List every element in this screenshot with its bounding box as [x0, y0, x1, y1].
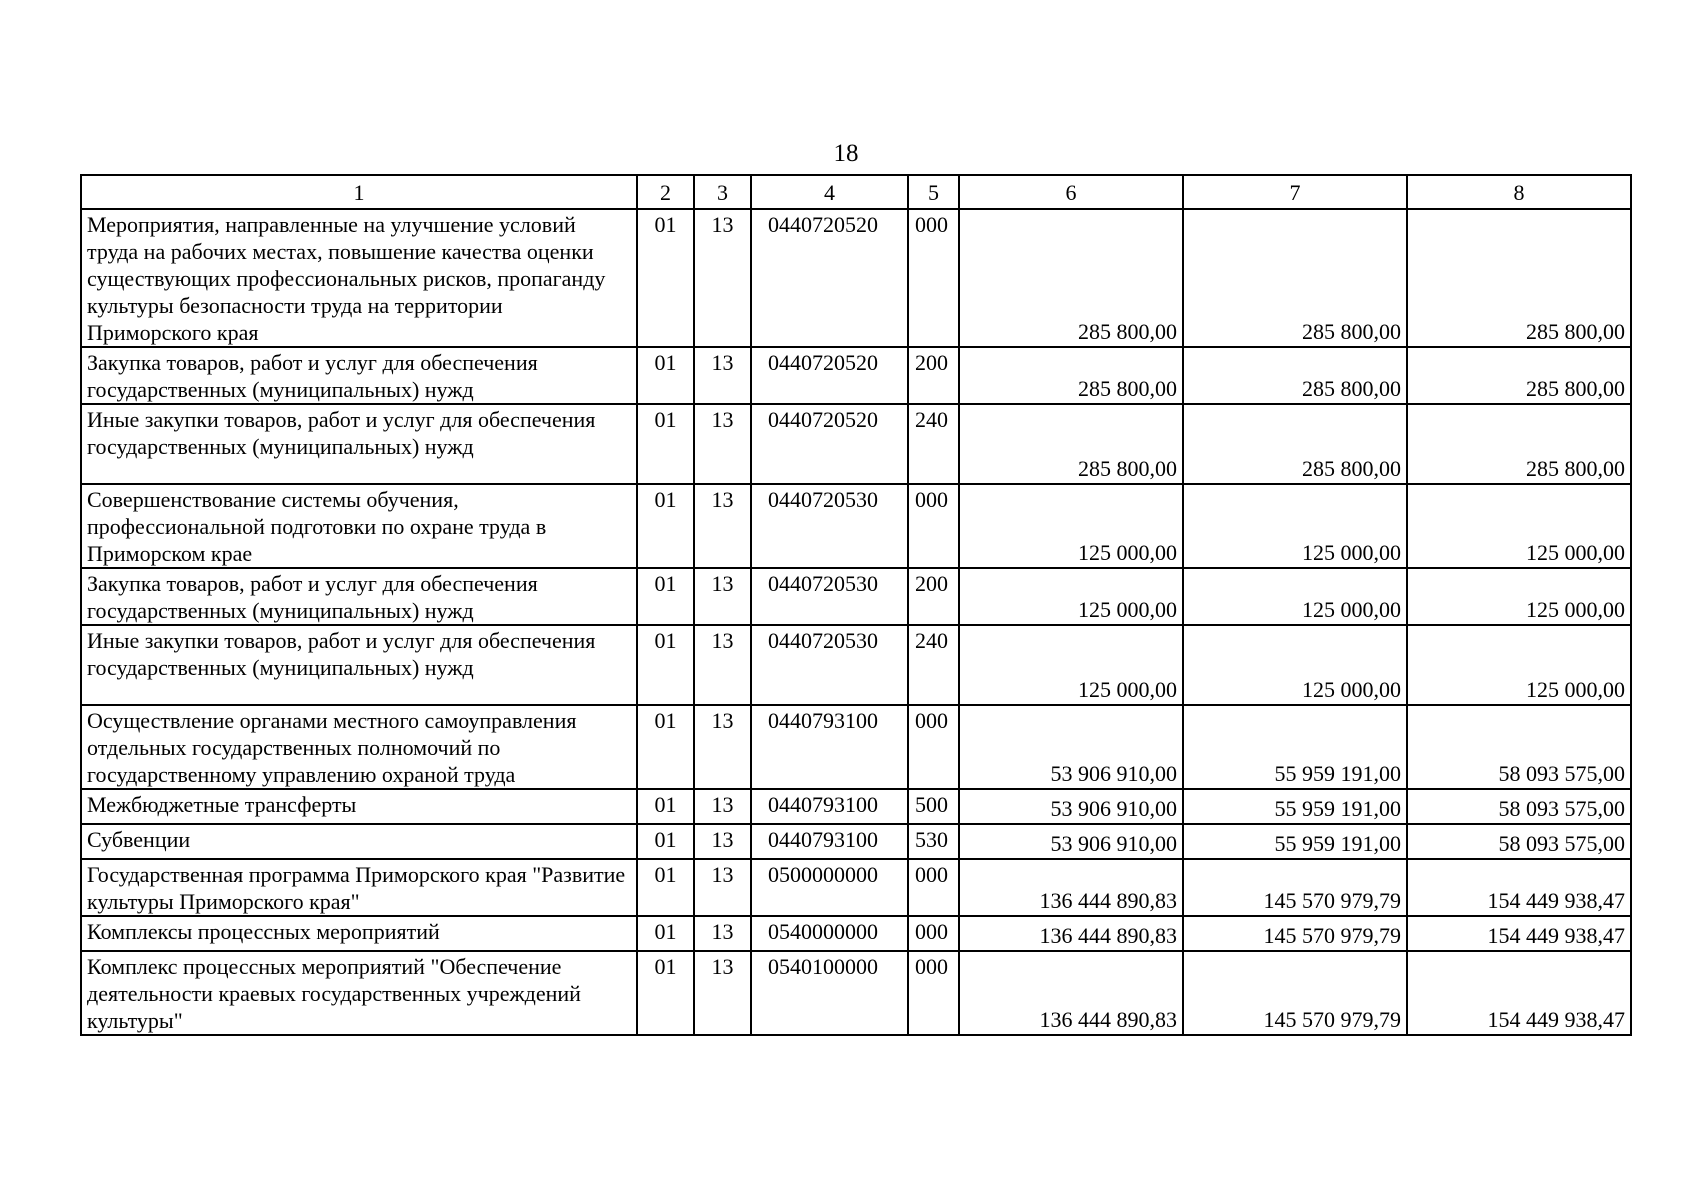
expense-type-code-cell: 000	[908, 859, 959, 916]
name-cell: Комплекс процессных мероприятий "Обеспечение деятельности краевых государственных учреждений культуры"	[81, 951, 637, 1035]
page-number: 18	[833, 140, 859, 167]
table-row	[81, 568, 1631, 625]
section-code-cell: 01	[637, 347, 694, 404]
amount-col7-cell: 55 959 191,00	[1183, 824, 1407, 859]
amount-col7-cell: 285 800,00	[1183, 209, 1407, 347]
subsection-code-cell: 13	[694, 916, 751, 951]
amount-col6-cell: 285 800,00	[959, 347, 1183, 404]
header-cell-6: 6	[959, 175, 1183, 209]
header-cell-5: 5	[908, 175, 959, 209]
amount-col6-cell: 136 444 890,83	[959, 916, 1183, 951]
amount-col6-cell: 125 000,00	[959, 568, 1183, 625]
name-cell: Иные закупки товаров, работ и услуг для обеспечения государственных (муниципальных) нужд	[81, 404, 637, 484]
name-cell: Государственная программа Приморского края "Развитие культуры Приморского края"	[81, 859, 637, 916]
subsection-code-cell: 13	[694, 347, 751, 404]
name-cell: Закупка товаров, работ и услуг для обеспечения государственных (муниципальных) нужд	[81, 568, 637, 625]
name-cell: Совершенствование системы обучения, профессиональной подготовки по охране труда в Приморском крае	[81, 484, 637, 568]
table-row	[81, 824, 1631, 859]
target-item-code-cell: 0440720530	[751, 484, 908, 568]
subsection-code-cell: 13	[694, 209, 751, 347]
amount-col8-cell: 58 093 575,00	[1407, 789, 1631, 824]
subsection-code-cell: 13	[694, 568, 751, 625]
name-cell: Иные закупки товаров, работ и услуг для обеспечения государственных (муниципальных) нужд	[81, 625, 637, 705]
name-cell: Комплексы процессных мероприятий	[81, 916, 637, 951]
amount-col7-cell: 55 959 191,00	[1183, 705, 1407, 789]
amount-col6-cell: 285 800,00	[959, 404, 1183, 484]
amount-col8-cell: 125 000,00	[1407, 484, 1631, 568]
section-code-cell: 01	[637, 951, 694, 1035]
amount-col8-cell: 125 000,00	[1407, 568, 1631, 625]
amount-col7-cell: 125 000,00	[1183, 625, 1407, 705]
section-code-cell: 01	[637, 705, 694, 789]
amount-col8-cell: 285 800,00	[1407, 209, 1631, 347]
target-item-code-cell: 0440720530	[751, 625, 908, 705]
amount-col6-cell: 53 906 910,00	[959, 705, 1183, 789]
amount-col7-cell: 55 959 191,00	[1183, 789, 1407, 824]
subsection-code-cell: 13	[694, 705, 751, 789]
table-row	[81, 625, 1631, 705]
table-row	[81, 789, 1631, 824]
section-code-cell: 01	[637, 916, 694, 951]
name-cell: Межбюджетные трансферты	[81, 789, 637, 824]
target-item-code-cell: 0440793100	[751, 705, 908, 789]
table-row	[81, 404, 1631, 484]
subsection-code-cell: 13	[694, 625, 751, 705]
target-item-code-cell: 0500000000	[751, 859, 908, 916]
amount-col8-cell: 285 800,00	[1407, 347, 1631, 404]
target-item-code-cell: 0440720520	[751, 209, 908, 347]
section-code-cell: 01	[637, 859, 694, 916]
table-row	[81, 209, 1631, 347]
amount-col7-cell: 145 570 979,79	[1183, 859, 1407, 916]
table-row	[81, 347, 1631, 404]
amount-col6-cell: 136 444 890,83	[959, 859, 1183, 916]
section-code-cell: 01	[637, 209, 694, 347]
table-row	[81, 484, 1631, 568]
subsection-code-cell: 13	[694, 404, 751, 484]
target-item-code-cell: 0440720520	[751, 404, 908, 484]
header-cell-3: 3	[694, 175, 751, 209]
expense-type-code-cell: 240	[908, 404, 959, 484]
amount-col8-cell: 58 093 575,00	[1407, 824, 1631, 859]
header-row	[81, 175, 1631, 209]
amount-col8-cell: 154 449 938,47	[1407, 916, 1631, 951]
subsection-code-cell: 13	[694, 484, 751, 568]
section-code-cell: 01	[637, 484, 694, 568]
subsection-code-cell: 13	[694, 824, 751, 859]
table-row	[81, 916, 1631, 951]
section-code-cell: 01	[637, 789, 694, 824]
budget-table	[80, 174, 1632, 1036]
amount-col6-cell: 125 000,00	[959, 625, 1183, 705]
name-cell: Осуществление органами местного самоуправления отдельных государственных полномочий по государственному управлению охраной труда	[81, 705, 637, 789]
amount-col8-cell: 154 449 938,47	[1407, 951, 1631, 1035]
name-cell: Субвенции	[81, 824, 637, 859]
name-cell: Закупка товаров, работ и услуг для обеспечения государственных (муниципальных) нужд	[81, 347, 637, 404]
expense-type-code-cell: 000	[908, 209, 959, 347]
target-item-code-cell: 0440793100	[751, 824, 908, 859]
amount-col6-cell: 136 444 890,83	[959, 951, 1183, 1035]
amount-col7-cell: 145 570 979,79	[1183, 951, 1407, 1035]
table-row	[81, 951, 1631, 1035]
expense-type-code-cell: 200	[908, 568, 959, 625]
amount-col6-cell: 53 906 910,00	[959, 824, 1183, 859]
amount-col7-cell: 285 800,00	[1183, 347, 1407, 404]
amount-col8-cell: 154 449 938,47	[1407, 859, 1631, 916]
target-item-code-cell: 0440720530	[751, 568, 908, 625]
table-body	[81, 209, 1631, 1035]
amount-col8-cell: 58 093 575,00	[1407, 705, 1631, 789]
amount-col7-cell: 125 000,00	[1183, 568, 1407, 625]
section-code-cell: 01	[637, 625, 694, 705]
expense-type-code-cell: 200	[908, 347, 959, 404]
header-cell-1: 1	[81, 175, 637, 209]
header-cell-8: 8	[1407, 175, 1631, 209]
section-code-cell: 01	[637, 404, 694, 484]
target-item-code-cell: 0540100000	[751, 951, 908, 1035]
header-cell-2: 2	[637, 175, 694, 209]
amount-col6-cell: 285 800,00	[959, 209, 1183, 347]
header-cell-4: 4	[751, 175, 908, 209]
subsection-code-cell: 13	[694, 951, 751, 1035]
amount-col8-cell: 125 000,00	[1407, 625, 1631, 705]
subsection-code-cell: 13	[694, 789, 751, 824]
expense-type-code-cell: 000	[908, 916, 959, 951]
expense-type-code-cell: 000	[908, 951, 959, 1035]
table-row	[81, 705, 1631, 789]
section-code-cell: 01	[637, 568, 694, 625]
target-item-code-cell: 0540000000	[751, 916, 908, 951]
expense-type-code-cell: 000	[908, 705, 959, 789]
header-cell-7: 7	[1183, 175, 1407, 209]
target-item-code-cell: 0440793100	[751, 789, 908, 824]
amount-col7-cell: 285 800,00	[1183, 404, 1407, 484]
amount-col6-cell: 125 000,00	[959, 484, 1183, 568]
subsection-code-cell: 13	[694, 859, 751, 916]
amount-col7-cell: 145 570 979,79	[1183, 916, 1407, 951]
expense-type-code-cell: 240	[908, 625, 959, 705]
table-row	[81, 859, 1631, 916]
amount-col7-cell: 125 000,00	[1183, 484, 1407, 568]
section-code-cell: 01	[637, 824, 694, 859]
amount-col6-cell: 53 906 910,00	[959, 789, 1183, 824]
amount-col8-cell: 285 800,00	[1407, 404, 1631, 484]
target-item-code-cell: 0440720520	[751, 347, 908, 404]
expense-type-code-cell: 500	[908, 789, 959, 824]
expense-type-code-cell: 530	[908, 824, 959, 859]
expense-type-code-cell: 000	[908, 484, 959, 568]
name-cell: Мероприятия, направленные на улучшение условий труда на рабочих местах, повышение качества оценки существующих профессиональных рисков, пропаганду культуры безопасности труда на территории Приморского края	[81, 209, 637, 347]
